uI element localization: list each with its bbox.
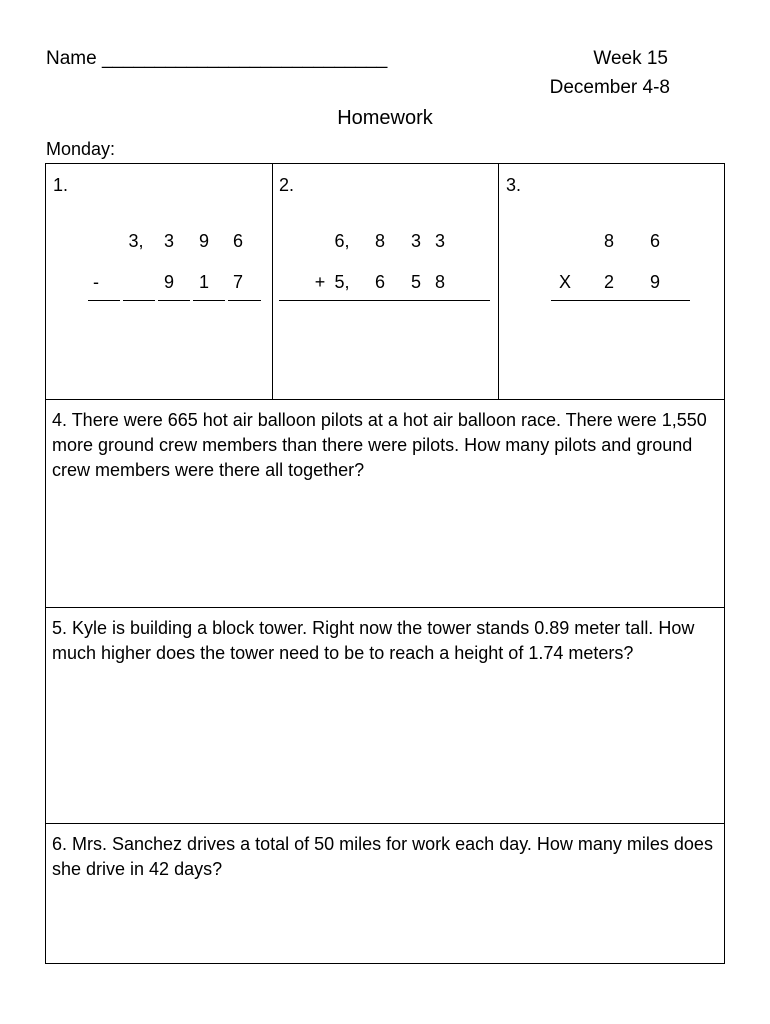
problem-1-digit: 7 xyxy=(232,272,244,292)
problem-2-digit: 6, xyxy=(334,231,350,251)
cell-divider xyxy=(498,163,499,399)
answer-line xyxy=(88,300,120,301)
problem-3-digit: 2 xyxy=(603,272,615,292)
problem-1-number: 1. xyxy=(53,175,69,195)
answer-line xyxy=(193,300,225,301)
row-divider xyxy=(45,607,725,608)
answer-line xyxy=(228,300,261,301)
problem-2-digit: 3 xyxy=(410,231,422,251)
problem-3-digit: 6 xyxy=(649,231,661,251)
problem-3-operator: X xyxy=(558,272,572,292)
problem-2-digit: 5 xyxy=(410,272,422,292)
problem-2-operator: + xyxy=(314,272,326,292)
name-line[interactable]: Name ___________________________ xyxy=(46,48,388,69)
problem-2-number: 2. xyxy=(279,175,295,195)
problem-1-digit: 1 xyxy=(198,272,210,292)
problem-2-digit: 8 xyxy=(374,231,386,251)
problem-1-digit: 9 xyxy=(198,231,210,251)
word-problem-6: 6. Mrs. Sanchez drives a total of 50 miles for work each day. How many miles does she drive in 42 days? xyxy=(52,834,713,879)
row-divider xyxy=(45,399,725,400)
problem-2-digit: 8 xyxy=(434,272,446,292)
problem-1-digit: 9 xyxy=(163,272,175,292)
problem-1-operator: - xyxy=(93,272,99,292)
problem-3-digit: 9 xyxy=(649,272,661,292)
problem-3-digit: 8 xyxy=(603,231,615,251)
answer-line xyxy=(551,300,690,301)
word-problem-4: 4. There were 665 hot air balloon pilots at a hot air balloon race. There were 1,550 more ground crew members than there were pilots. How many pilots and ground crew members were there all together? xyxy=(52,410,707,480)
page-title: Homework xyxy=(337,107,433,129)
word-problem-5: 5. Kyle is building a block tower. Right now the tower stands 0.89 meter tall. How much higher does the tower need to be to reach a height of 1.74 meters? xyxy=(52,618,695,663)
answer-line xyxy=(158,300,190,301)
week-label: Week 15 xyxy=(593,48,668,69)
problem-2-digit: 6 xyxy=(374,272,386,292)
problem-1-digit: 3, xyxy=(128,231,144,251)
answer-line xyxy=(123,300,155,301)
problem-2-digit: 5, xyxy=(334,272,350,292)
cell-divider xyxy=(272,163,273,399)
day-label: Monday: xyxy=(46,139,116,159)
problem-1-digit: 6 xyxy=(232,231,244,251)
row-divider xyxy=(45,823,725,824)
date-range: December 4-8 xyxy=(549,77,670,98)
problem-2-digit: 3 xyxy=(434,231,446,251)
problem-1-digit: 3 xyxy=(163,231,175,251)
problem-3-number: 3. xyxy=(506,175,522,195)
answer-line xyxy=(279,300,490,301)
